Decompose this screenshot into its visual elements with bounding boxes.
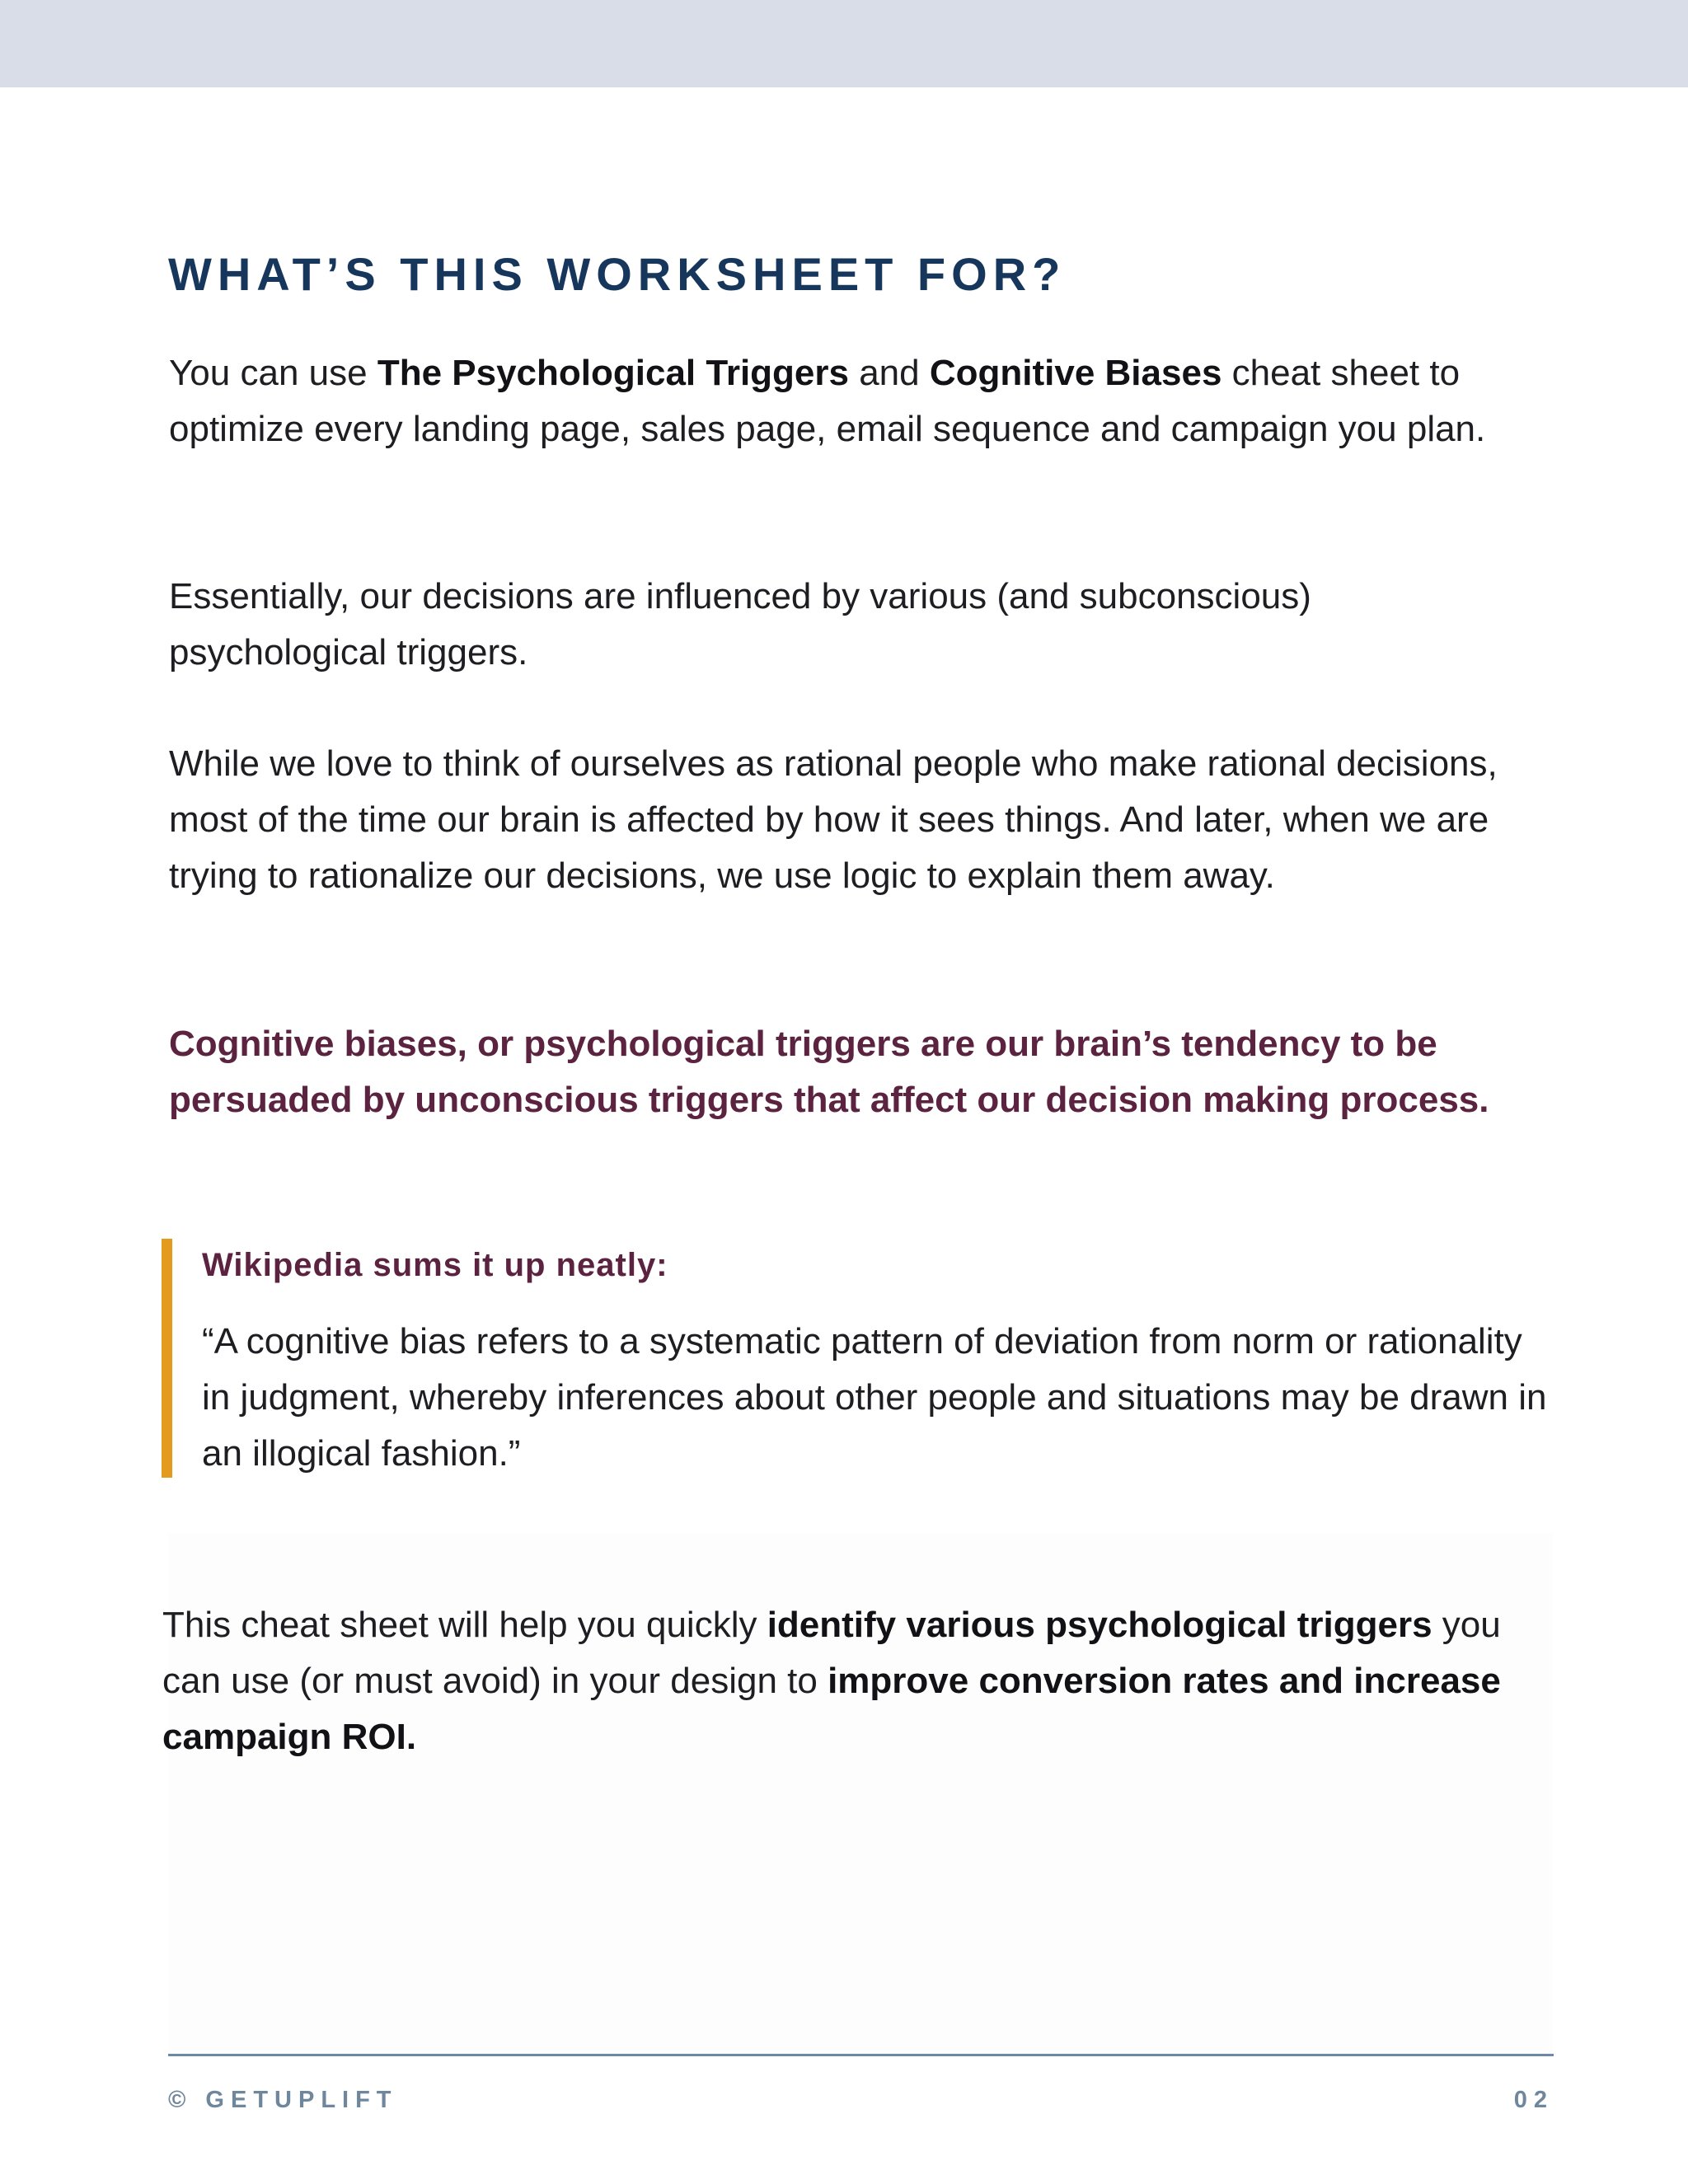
cheat-sheet-text-2: you can use (or must avoid) in your design to	[162, 1605, 1501, 1701]
footer-divider	[168, 2054, 1554, 2056]
intro-text-1: You can use	[169, 353, 377, 393]
cheat-sheet-paragraph	[162, 1597, 1531, 1765]
intro-paragraph	[169, 345, 1537, 457]
cheat-sheet-text-1: This cheat sheet will help you quickly	[162, 1605, 767, 1645]
intro-text-3: cheat sheet to optimize every landing page, sales page, email sequence and campaign you plan.	[169, 353, 1486, 449]
quote-text: “A cognitive bias refers to a systematic pattern of deviation from norm or rationality in judgment, whereby inferences about other people and situations may be drawn in an illogical fashion.”	[202, 1321, 1547, 1474]
cheat-sheet-bold-1: identify various psychological triggers	[767, 1605, 1432, 1645]
footer-brand: © GETUPLIFT	[168, 2087, 398, 2113]
intro-bold-1: The Psychological Triggers	[377, 353, 849, 393]
cheat-sheet-bold-2: improve conversion rates and increase campaign ROI.	[162, 1661, 1501, 1757]
decisions-paragraph: Essentially, our decisions are influenced by various (and subconscious) psychological triggers.	[169, 576, 1311, 673]
wikipedia-quote-block	[162, 1239, 1546, 1478]
intro-text-2: and	[848, 353, 930, 393]
page-number: 02	[1513, 2087, 1554, 2113]
page-heading: WHAT’S THIS WORKSHEET FOR?	[168, 248, 1067, 300]
rational-paragraph: While we love to think of ourselves as rational people who make rational decisions, most of the time our brain is affected by how it sees things. And later, when we are trying to rationalize our decisions, we use logic to explain them away.	[169, 743, 1498, 896]
intro-bold-2: Cognitive Biases	[929, 353, 1222, 393]
quote-title: Wikipedia sums it up neatly:	[202, 1247, 668, 1283]
quote-accent-bar	[162, 1239, 172, 1478]
top-banner	[0, 0, 1688, 87]
cognitive-biases-highlight: Cognitive biases, or psychological triggers are our brain’s tendency to be persuaded by unconscious triggers that affect our decision making process.	[169, 1024, 1489, 1120]
